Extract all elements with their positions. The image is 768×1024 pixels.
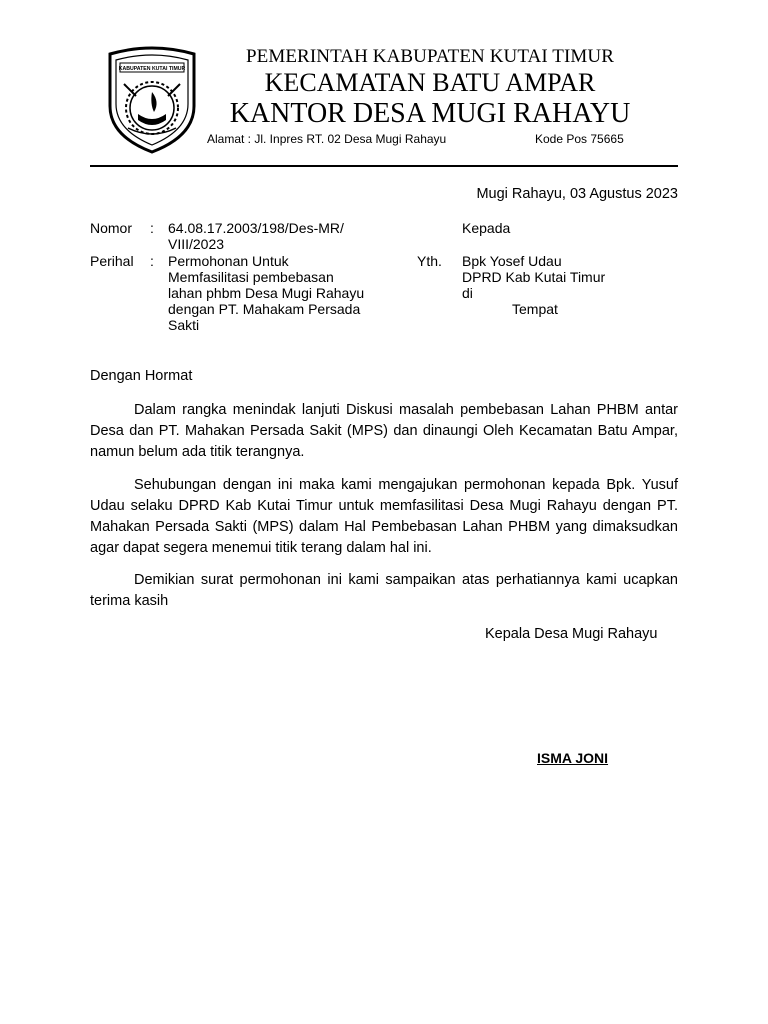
nomor-colon: : bbox=[150, 220, 154, 236]
letterhead-government: PEMERINTAH KABUPATEN KUTAI TIMUR bbox=[245, 46, 615, 67]
recipient-di: di bbox=[462, 285, 473, 301]
body-paragraph-1 bbox=[90, 400, 678, 463]
greeting: Dengan Hormat bbox=[90, 368, 193, 384]
perihal-line-1: Permohonan Untuk bbox=[168, 253, 289, 269]
nomor-value-line-2: VIII/2023 bbox=[168, 236, 225, 252]
signatory-title: Kepala Desa Mugi Rahayu bbox=[485, 626, 658, 642]
nomor-value-line-1: 64.08.17.2003/198/Des-MR/ bbox=[168, 220, 344, 236]
emblem-banner-text: KABUPATEN KUTAI TIMUR bbox=[118, 66, 186, 72]
letter-date: Mugi Rahayu, 03 Agustus 2023 bbox=[476, 186, 678, 202]
body-paragraph-2 bbox=[90, 475, 678, 559]
recipient-institution: DPRD Kab Kutai Timur bbox=[462, 269, 606, 285]
letterhead-office: KANTOR DESA MUGI RAHAYU bbox=[229, 98, 631, 129]
recipient-tempat: Tempat bbox=[512, 301, 558, 317]
signatory-name: ISMA JONI bbox=[537, 750, 609, 766]
body-paragraph-1-text: Dalam rangka menindak lanjuti Diskusi masalah pembebasan Lahan PHBM antar Desa dan PT. Mahakan Persada Sakit (MPS) dan dinaungi Oleh Kecamatan Batu Ampar, namun belum ada titik terangnya. bbox=[90, 402, 678, 460]
body-paragraph-3-text: Demikian surat permohonan ini kami sampaikan atas perhatiannya kami ucapkan terima kasih bbox=[90, 572, 678, 609]
perihal-line-2: Memfasilitasi pembebasan bbox=[168, 269, 334, 285]
recipient-name: Bpk Yosef Udau bbox=[462, 253, 562, 269]
body-paragraph-3 bbox=[90, 570, 678, 612]
perihal-colon: : bbox=[150, 253, 154, 269]
letterhead-divider bbox=[90, 165, 678, 167]
recipient-kepada: Kepada bbox=[462, 220, 511, 236]
recipient-yth: Yth. bbox=[417, 253, 442, 269]
perihal-label: Perihal bbox=[90, 253, 134, 269]
nomor-label: Nomor bbox=[90, 220, 133, 236]
regency-emblem-logo bbox=[104, 44, 200, 154]
letterhead-postal-code: Kode Pos 75665 bbox=[535, 132, 624, 146]
letterhead-district: KECAMATAN BATU AMPAR bbox=[264, 68, 596, 97]
perihal-line-3: lahan phbm Desa Mugi Rahayu bbox=[168, 285, 365, 301]
perihal-line-4: dengan PT. Mahakam Persada bbox=[168, 301, 361, 317]
body-paragraph-2-text: Sehubungan dengan ini maka kami mengajukan permohonan kepada Bpk. Yusuf Udau selaku DPRD Kab Kutai Timur untuk memfasilitasi Desa Mugi Rahayu dengan PT. Mahakan Persada Sakti (MPS) dalam Hal Pembebasan Lahan PHBM yang dimaksudkan agar dapat segera menemui titik terang dalam hal ini. bbox=[90, 477, 678, 556]
perihal-line-5: Sakti bbox=[168, 317, 200, 333]
letterhead-address: Alamat : Jl. Inpres RT. 02 Desa Mugi Rahayu bbox=[207, 132, 447, 146]
